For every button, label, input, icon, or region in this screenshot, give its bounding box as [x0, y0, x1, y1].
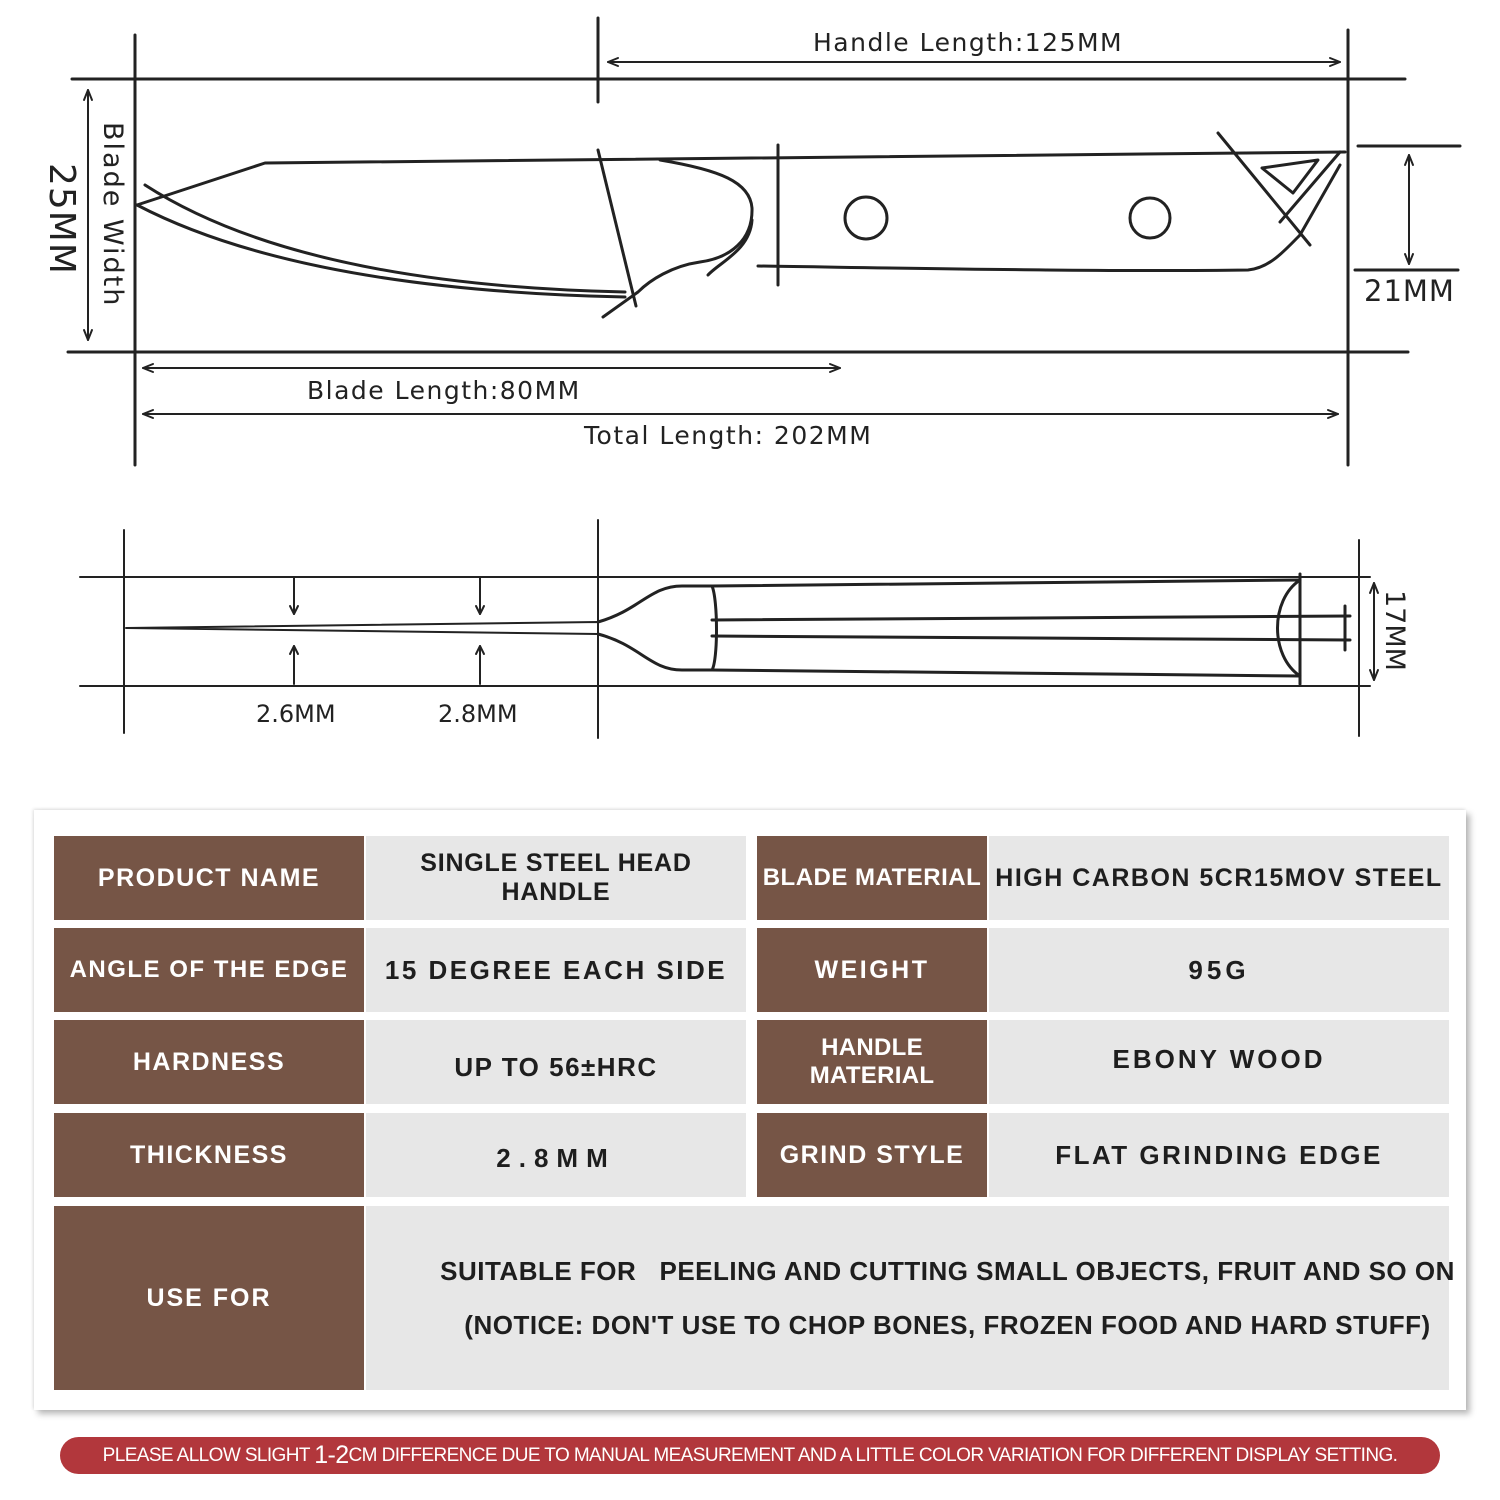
spec-value-weight: 95G — [989, 928, 1449, 1012]
handle-bottom-profile — [712, 670, 1300, 676]
spec-key-weight: WEIGHT — [757, 928, 987, 1012]
spine-view-dimension-arrows — [290, 578, 1378, 684]
tang-bottom — [712, 636, 1350, 640]
total-length-label: Total Length: 202MM — [584, 421, 873, 450]
blade-width-value: 25MM — [41, 163, 82, 275]
spec-key-blade-material: BLADE MATERIAL — [757, 836, 987, 920]
spec-value-thickness: 2.8MM — [366, 1113, 746, 1197]
handle-cap — [1278, 580, 1301, 676]
spec-key-hardness: HARDNESS — [54, 1020, 364, 1104]
notice-text-start: PLEASE ALLOW SLIGHT — [102, 1444, 315, 1466]
use-for-description: SUITABLE FOR PEELING AND CUTTING SMALL OBJECTS, FRUIT AND SO ON — [440, 1256, 1455, 1286]
notice-text-end: CM DIFFERENCE DUE TO MANUAL MEASUREMENT AND A LITTLE COLOR VARIATION FOR DIFFERENT DISPLAY SETTING. — [348, 1444, 1398, 1466]
spec-key-product-name: PRODUCT NAME — [54, 836, 364, 920]
tip-thickness-label: 2.6MM — [256, 700, 336, 728]
blade-length-label: Blade Length:80MM — [307, 376, 581, 405]
spec-value-edge-angle: 15 DEGREE EACH SIDE — [366, 928, 746, 1012]
spec-key-handle-material: HANDLE MATERIAL — [757, 1020, 987, 1104]
bolster-profile — [598, 586, 717, 670]
use-for-notice: (NOTICE: DON'T USE TO CHOP BONES, FROZEN FOOD AND HARD STUFF) — [464, 1310, 1431, 1340]
tang-top — [712, 616, 1350, 620]
spec-key-grind-style: GRIND STYLE — [757, 1113, 987, 1197]
blade-width-label: Blade Width — [97, 122, 128, 308]
handle-height-label: 21MM — [1364, 274, 1455, 308]
blade-profile — [126, 622, 598, 634]
spec-value-hardness: UP TO 56±HRC — [366, 1020, 746, 1104]
notice-difference-range: 1-2 — [314, 1441, 349, 1469]
measurement-notice-banner — [60, 1437, 1440, 1474]
spec-value-grind-style: FLAT GRINDING EDGE — [989, 1113, 1449, 1197]
spec-value-blade-material: HIGH CARBON 5CR15MOV STEEL — [989, 836, 1449, 920]
spine-view-knife — [126, 574, 1350, 684]
spec-key-use-for: USE FOR — [54, 1206, 364, 1390]
spec-key-edge-angle: ANGLE OF THE EDGE — [54, 928, 364, 1012]
handle-thickness-label: 17MM — [1379, 590, 1410, 671]
spec-value-product-name: SINGLE STEEL HEAD HANDLE — [366, 836, 746, 920]
spec-value-handle-material: EBONY WOOD — [989, 1020, 1449, 1104]
spine-thickness-label: 2.8MM — [438, 700, 518, 728]
spec-key-thickness: THICKNESS — [54, 1113, 364, 1197]
spec-value-use-for — [366, 1206, 1455, 1390]
handle-top — [712, 580, 1300, 586]
handle-length-label: Handle Length:125MM — [813, 28, 1124, 57]
